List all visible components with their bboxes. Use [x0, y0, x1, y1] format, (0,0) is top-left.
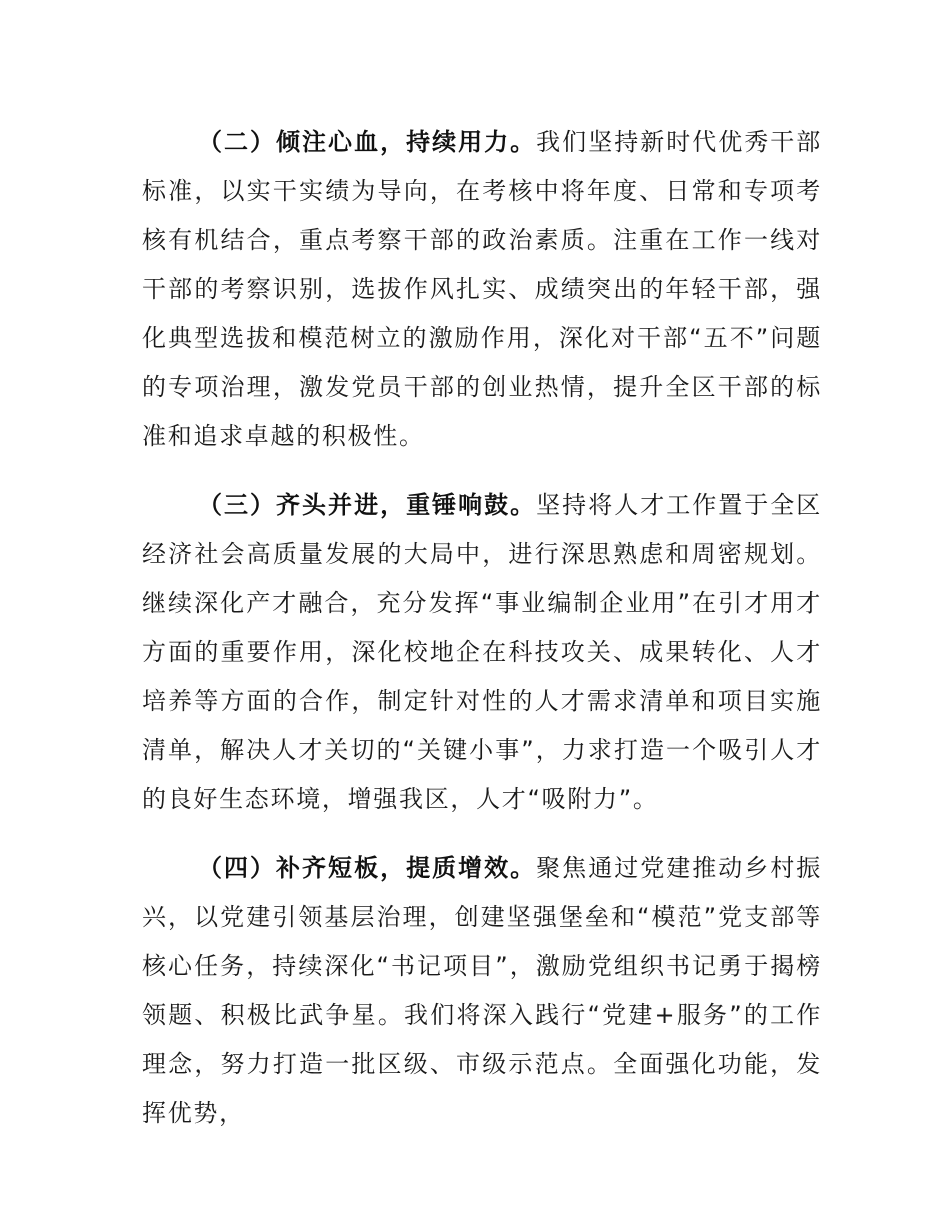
paragraph-heading: （二）倾注心血，持续用力。 [198, 128, 537, 156]
paragraph-body: 坚持将人才工作置于全区经济社会高质量发展的大局中，进行深思熟虑和周密规划。继续深化产才融合，充分发挥“事业编制企业用”在引才用才方面的重要作用，深化校地企在科技攻关、成果转化、人才培养等方面的合作，制定针对性的人才需求清单和项目实施清单，解决人才关切的“关键小事”，力求打造一个吸引人才的良好生态环境，增强我区，人才“吸附力”。 [142, 491, 822, 813]
paragraph-body: 聚焦通过党建推动乡村振兴，以党建引领基层治理，创建坚强堡垒和“模范”党支部等核心任务，持续深化“书记项目”，激励党组织书记勇于揭榜领题、积极比武争星。我们将深入践行“党建+服务”的工作理念，努力打造一批区级、市级示范点。全面强化功能，发挥优势， [142, 854, 822, 1127]
paragraph-cadre-evaluation [142, 118, 822, 461]
paragraph-party-building [142, 844, 822, 1138]
paragraph-talent-work [142, 481, 822, 824]
paragraph-heading: （四）补齐短板，提质增效。 [198, 854, 537, 882]
paragraph-body: 我们坚持新时代优秀干部标准，以实干实绩为导向，在考核中将年度、日常和专项考核有机结合，重点考察干部的政治素质。注重在工作一线对干部的考察识别，选拔作风扎实、成绩突出的年轻干部，强化典型选拔和模范树立的激励作用，深化对干部“五不”问题的专项治理，激发党员干部的创业热情，提升全区干部的标准和追求卓越的积极性。 [142, 128, 822, 450]
paragraph-heading: （三）齐头并进，重锤响鼓。 [198, 491, 537, 519]
